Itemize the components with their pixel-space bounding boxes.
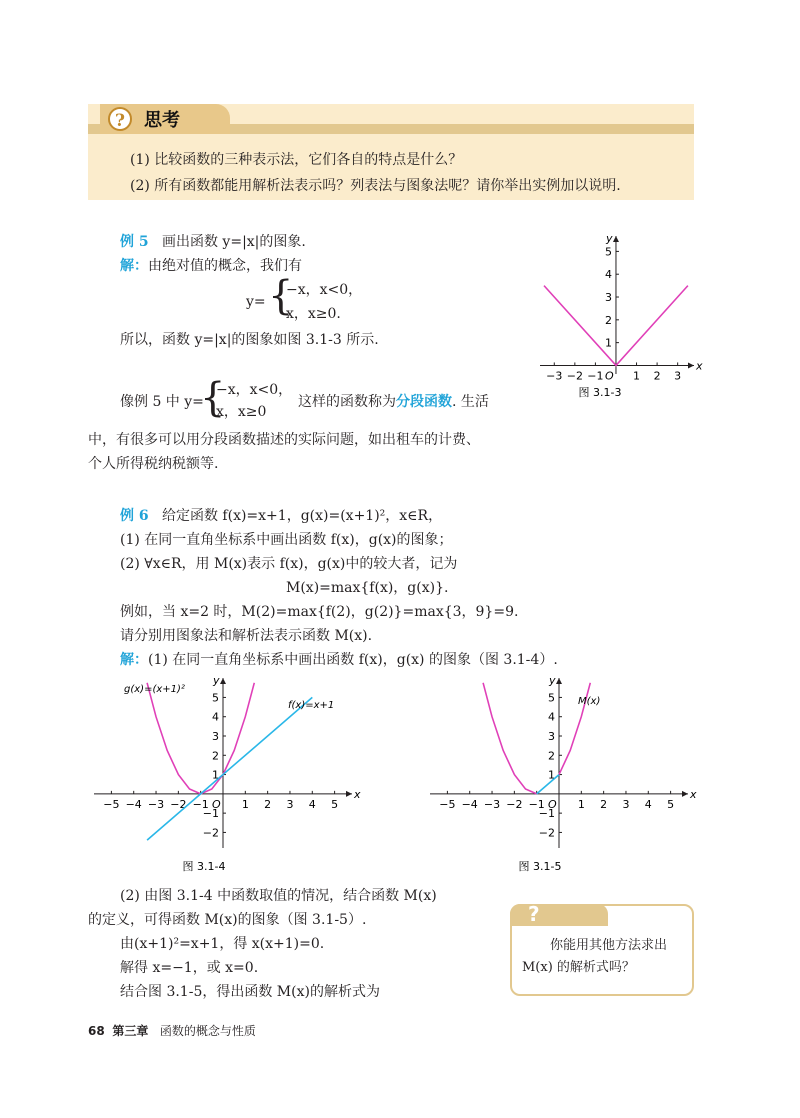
- origin-label: O: [548, 797, 557, 811]
- solution-label: 解：: [120, 258, 148, 274]
- side-question-line-2: M(x) 的解析式吗？: [522, 960, 635, 975]
- x-tick-label: 2: [264, 797, 272, 811]
- solution-1-text: (1) 在同一直角坐标系中画出函数 f(x)，g(x) 的图象（图 3.1-4）.: [148, 652, 558, 668]
- x-tick-label: −1: [192, 797, 209, 811]
- y-tick-label: 4: [604, 268, 612, 282]
- piecewise-pre: 像例 5 中 y=: [120, 394, 204, 410]
- example-6-solution-1: [120, 650, 558, 670]
- series-annotation: g(x)=(x+1)²: [124, 684, 185, 695]
- x-tick-label: −3: [483, 797, 501, 811]
- x-tick-label: −1: [528, 797, 545, 811]
- x-tick-label: 5: [331, 797, 339, 811]
- chart-3-1-4: [92, 674, 361, 880]
- x-tick-label: 5: [667, 797, 675, 811]
- example-5-statement: 画出函数 y=|x|的图象.: [161, 234, 306, 250]
- y-tick-label: 1: [604, 336, 612, 350]
- example-6-request: 请分别用图象法和解析法表示函数 M(x).: [120, 628, 373, 644]
- example-5-label: 例 5: [120, 234, 149, 250]
- x-tick-label: 1: [241, 797, 249, 811]
- x-axis-label: x: [354, 787, 361, 801]
- y-tick-label: 1: [212, 768, 219, 782]
- example-6-example: 例如，当 x=2 时，M(2)=max{f(2)，g(2)}=max{3，9}=9.: [120, 604, 519, 620]
- eq-case-2: x，x≥0.: [286, 306, 341, 322]
- side-question-line-1: 你能用其他方法求出: [550, 938, 668, 953]
- y-tick-label: 5: [604, 245, 612, 259]
- example-5-conclusion: 所以，函数 y=|x|的图象如图 3.1-3 所示.: [120, 332, 379, 348]
- page-number: 68: [88, 1024, 105, 1038]
- series-annotation: f(x)=x+1: [288, 700, 335, 711]
- piecewise-term: 分段函数: [396, 394, 452, 410]
- series-line: [147, 683, 254, 794]
- x-tick-label: 1: [633, 369, 641, 383]
- chart-caption: 图 3.1-3: [578, 386, 622, 399]
- y-tick-label: 1: [548, 768, 555, 782]
- solution-2-line-e: 结合图 3.1-5，得出函数 M(x)的解析式为: [120, 984, 380, 1000]
- x-tick-label: 2: [600, 797, 608, 811]
- piecewise-line-3: 个人所得税纳税额等.: [88, 456, 219, 472]
- eq-case-1: −x，x<0，: [286, 282, 363, 298]
- footer-title: 函数的概念与性质: [159, 1024, 256, 1038]
- x-axis-arrow: [346, 791, 352, 797]
- y-axis-label: y: [605, 232, 613, 245]
- example-6-statement: 给定函数 f(x)=x+1，g(x)=(x+1)²，x∈R，: [161, 508, 443, 524]
- example-6-part-2: (2) ∀x∈R，用 M(x)表示 f(x)，g(x)中的较大者，记为: [120, 556, 458, 572]
- example-5: [120, 232, 306, 252]
- x-tick-label: 2: [653, 369, 661, 383]
- y-tick-label: 4: [212, 710, 219, 724]
- solution-2-line-a: (2) 由图 3.1-4 中函数取值的情况，结合函数 M(x): [120, 888, 437, 904]
- side-question-tab: [510, 904, 608, 926]
- x-tick-label: −3: [147, 797, 165, 811]
- series-line: [147, 697, 312, 840]
- piecewise-case-2: x，x≥0: [216, 404, 267, 420]
- piecewise-post: [298, 392, 489, 412]
- solution-text: 由绝对值的概念，我们有: [148, 258, 302, 274]
- example-6-formula: M(x)=max{f(x)，g(x)}.: [286, 580, 449, 596]
- side-question-icon: ?: [528, 902, 540, 926]
- y-axis-arrow: [220, 678, 226, 684]
- y-tick-label: 3: [548, 730, 555, 743]
- x-tick-label: 1: [577, 797, 585, 811]
- chart-3-1-3: [530, 228, 703, 400]
- y-tick-label: −2: [202, 826, 219, 840]
- y-axis-arrow: [556, 678, 562, 684]
- x-tick-label: −2: [170, 797, 187, 811]
- y-axis-arrow: [613, 236, 619, 242]
- footer-chapter: 第三章: [112, 1024, 149, 1038]
- x-axis-arrow: [682, 791, 688, 797]
- origin-label: O: [212, 797, 221, 811]
- y-tick-label: 4: [548, 710, 555, 724]
- series-line: [483, 683, 537, 794]
- x-tick-label: 3: [286, 797, 294, 811]
- example-6: [120, 506, 442, 526]
- page-footer: [88, 1022, 256, 1039]
- think-title: 思考: [144, 110, 180, 131]
- x-tick-label: 3: [674, 369, 682, 383]
- chart-caption: 图 3.1-5: [518, 860, 562, 873]
- brace-1: {: [268, 273, 294, 319]
- y-tick-label: 2: [548, 749, 555, 763]
- solution-2-line-b: 的定义，可得函数 M(x)的图象（图 3.1-5）.: [88, 912, 367, 928]
- y-tick-label: −1: [202, 807, 219, 821]
- series-annotation: M(x): [578, 696, 601, 707]
- piecewise-end: . 生活: [452, 394, 489, 410]
- x-axis-arrow: [688, 362, 694, 368]
- x-tick-label: −2: [566, 369, 583, 383]
- x-axis-label: x: [690, 787, 697, 801]
- y-tick-label: 3: [604, 291, 612, 305]
- example-6-label: 例 6: [120, 508, 149, 524]
- y-tick-label: 2: [212, 749, 219, 763]
- x-axis-label: x: [696, 359, 703, 373]
- think-question-2: (2) 所有函数都能用解析法表示吗？列表法与图象法呢？请你举出实例加以说明.: [130, 178, 621, 194]
- example-6-part-1: (1) 在同一直角坐标系中画出函数 f(x)，g(x)的图象；: [120, 532, 453, 548]
- brace-2: {: [200, 375, 226, 421]
- y-axis-label: y: [549, 674, 556, 687]
- x-tick-label: −2: [506, 797, 523, 811]
- solution-label-2: 解：: [120, 652, 148, 668]
- question-icon: ?: [108, 107, 132, 131]
- x-tick-label: −4: [461, 797, 478, 811]
- eq-lhs: y=: [246, 294, 266, 310]
- x-tick-label: −3: [546, 369, 563, 383]
- y-tick-label: 3: [212, 730, 219, 743]
- origin-label: O: [604, 369, 614, 383]
- piecewise-post-text: 这样的函数称为: [298, 394, 396, 410]
- x-tick-label: −4: [125, 797, 142, 811]
- solution-2-line-c: 由(x+1)²=x+1，得 x(x+1)=0.: [120, 936, 325, 952]
- chart-caption: 图 3.1-4: [182, 860, 226, 873]
- chart-3-1-5: [428, 674, 697, 880]
- x-tick-label: −5: [439, 797, 456, 811]
- y-tick-label: −2: [538, 826, 555, 840]
- y-tick-label: 5: [548, 691, 555, 705]
- x-tick-label: −5: [103, 797, 120, 811]
- solution-2-line-d: 解得 x=−1，或 x=0.: [120, 960, 259, 976]
- x-tick-label: −1: [587, 369, 604, 383]
- x-tick-label: 4: [308, 797, 316, 811]
- think-question-1: (1) 比较函数的三种表示法，它们各自的特点是什么？: [130, 152, 463, 168]
- y-tick-label: 2: [604, 313, 612, 327]
- piecewise-case-1: −x，x<0，: [216, 382, 293, 398]
- y-tick-label: 5: [212, 691, 219, 705]
- x-tick-label: 3: [622, 797, 630, 811]
- y-tick-label: −1: [538, 807, 555, 821]
- x-tick-label: 4: [644, 797, 652, 811]
- piecewise-line-2: 中，有很多可以用分段函数描述的实际问题，如出租车的计费、: [88, 432, 480, 448]
- y-axis-label: y: [213, 674, 220, 687]
